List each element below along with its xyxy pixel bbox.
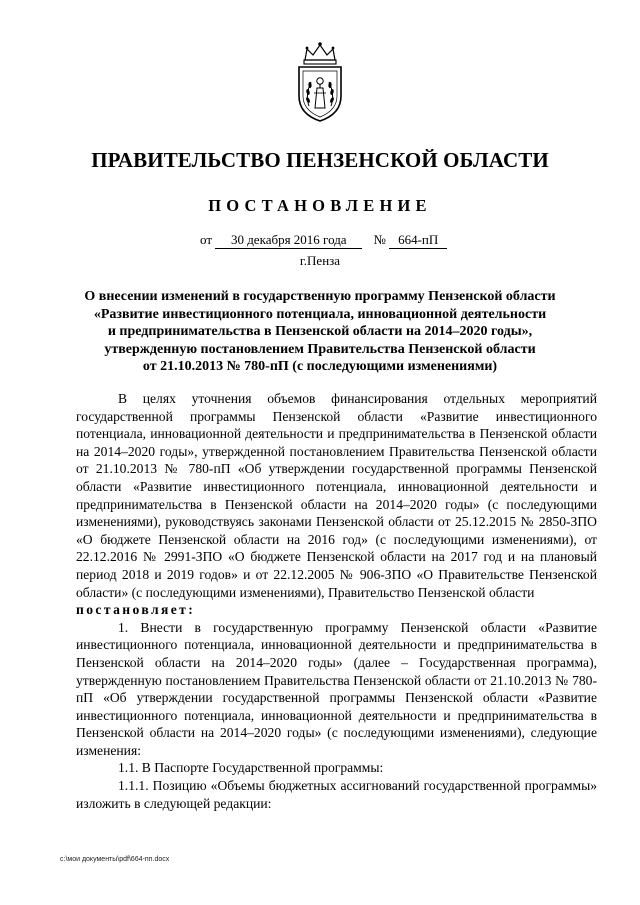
- item-1-paragraph: 1. Внести в государственную программу Пензенской области «Развитие инвестиционного потенциала, инновационной деятельности и предпринимательства в Пензенской области на 2014–2020 годы» (далее – Государственная программа), утвержденную постановлением Правительства Пензенской области от 21.10.2013 № 780-пП «Об утверждении государственной программы Пензенской области «Развитие инвестиционного потенциала, инновационной деятельности и предпринимательства в Пензенской области на 2014–2020 годы» (с последующими изменениями), следующие изменения:: [76, 619, 597, 758]
- item-1-1-1-paragraph: 1.1.1. Позицию «Объемы бюджетных ассигнований государственной программы» изложить в следующей редакции:: [76, 778, 597, 811]
- subject-line: от 21.10.2013 № 780-пП (с последующими изменениями): [142, 359, 498, 374]
- coat-of-arms-emblem: [291, 40, 349, 124]
- subject-line: утвержденную постановлением Правительства Пензенской области: [104, 341, 536, 357]
- subject-line: «Развитие инвестиционного потенциала, инновационной деятельности: [93, 306, 547, 322]
- government-title: ПРАВИТЕЛЬСТВО ПЕНЗЕНСКОЙ ОБЛАСТИ: [91, 148, 549, 172]
- document-subject: [60, 288, 580, 376]
- item-1-1-paragraph: 1.1. В Паспорте Государственной программы:: [118, 760, 384, 776]
- document-date: 30 декабря 2016 года: [215, 232, 362, 249]
- city: г.Пенза: [299, 253, 341, 268]
- date-number-line: [200, 232, 447, 249]
- decree-word: постановляет:: [76, 602, 196, 618]
- document-type: ПОСТАНОВЛЕНИЕ: [208, 196, 432, 215]
- date-prefix: от: [200, 232, 213, 247]
- document-number: 664-пП: [389, 232, 447, 249]
- preamble-paragraph: В целях уточнения объемов финансирования отдельных мероприятий государственной программы Пензенской области «Развитие инвестиционного потенциала, инновационной деятельности и предпринимательства в Пензенской области на 2014–2020 годы», утвержденной постановлением Правительства Пензенской области от 21.10.2013 № 780-пП «Об утверждении государственной программы Пензенской области «Развитие инвестиционного потенциала, инновационной деятельности и предпринимательства в Пензенской области на 2014–2020 годы» (с последующими изменениями), руководствуясь законами Пензенской области от 25.12.2015 № 2850-ЗПО «О бюджете Пензенской области на 2016 год» (с последующими изменениями), от 22.12.2016 № 2991-ЗПО «О бюджете Пензенской области на 2017 год и на плановый период 2018 и 2019 годов» и от 22.12.2005 № 906-ЗПО «О Правительстве Пензенской области» (с последующими изменениями), Правительство Пензенской области: [76, 391, 597, 600]
- file-path-footer: c:\мои документы\pdf\664-пп.docx: [60, 856, 170, 863]
- subject-line: О внесении изменений в государственную программу Пензенской области: [84, 289, 556, 304]
- number-prefix: №: [373, 232, 386, 247]
- subject-line: и предпринимательства в Пензенской области на 2014–2020 годы»,: [107, 324, 533, 339]
- document-body: [76, 390, 597, 812]
